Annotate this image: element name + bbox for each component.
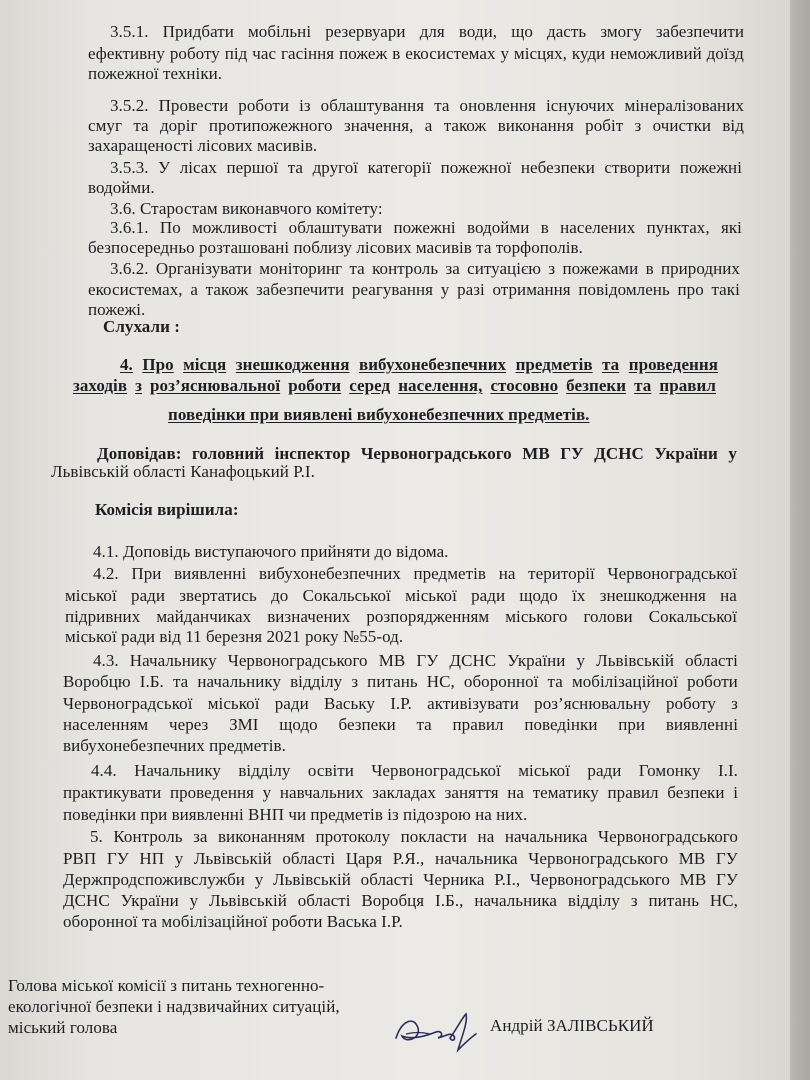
document-line: міський голова — [8, 1018, 118, 1037]
document-line: 3.6.1. По можливості облаштувати пожежні водойми в населених пунктах, які — [110, 218, 742, 237]
document-line: захаращеності лісових масивів. — [88, 136, 318, 155]
signature-icon — [392, 1010, 478, 1054]
document-line: заходів з роз’яснювальної роботи серед населення, стосовно безпеки та правил — [73, 376, 716, 395]
document-line: пожежі. — [88, 300, 146, 319]
document-line: практикувати проведення у навчальних закладах заняття на тематику правил безпеки і — [63, 783, 738, 802]
document-line: Доповідав: головний інспектор Червоноградського МВ ГУ ДСНС України у — [97, 444, 737, 463]
document-line: Голова міської комісії з питань техногенно- — [8, 976, 325, 995]
document-line: вибухонебезпечних предметів. — [63, 736, 286, 755]
document-line: екосистемах, а також забезпечити реагування у разі отримання повідомлень про такі — [88, 280, 740, 299]
document-line: підривних майданчиках визначених розпорядженням міського голови Сокальської — [65, 607, 737, 626]
document-line: водойми. — [88, 178, 155, 197]
document-line: Львівській області Канафоцький Р.І. — [51, 462, 315, 481]
page-edge-shadow — [790, 0, 810, 1080]
document-line: РВП ГУ НП у Львівській області Царя Р.Я., начальника Червоноградського МВ ГУ — [63, 849, 738, 868]
document-line: ефективну роботу під час гасіння пожеж в екосистемах у місцях, куди неможливий доїзд — [88, 44, 744, 63]
document-line: Комісія вирішила: — [95, 500, 239, 519]
document-line: 3.5.1. Придбати мобільні резервуари для води, що дасть змогу забезпечити — [110, 22, 744, 41]
document-line: 3.6.2. Організувати моніторинг та контроль за ситуацією з пожежами в природних — [110, 259, 740, 278]
document-line: смуг та доріг протипожежного значення, а також виконання робіт з очистки від — [88, 116, 744, 135]
document-line: 3.5.2. Провести роботи із облаштування та оновлення існуючих мінералізованих — [110, 96, 744, 115]
document-line: поведінки при виявленні ВНП чи предметів із підозрою на них. — [63, 805, 528, 824]
document-line: Держпродспоживслужби у Львівській області Черника Р.І., Червоноградського МВ ГУ — [63, 870, 738, 889]
document-line: 4.3. Начальнику Червоноградського МВ ГУ ДСНС України у Львівській області — [93, 651, 738, 670]
document-line: Воробцю І.Б. та начальнику відділу з питань НС, оборонної та мобілізаційної роботи — [63, 672, 738, 691]
document-line: Червоноградської міської ради Ваську І.Р. активізувати роз’яснювальну роботу з — [63, 694, 738, 713]
document-line: 4.4. Начальнику відділу освіти Червоноградської міської ради Гомонку І.І. — [91, 761, 738, 780]
document-line: пожежної техніки. — [88, 64, 223, 83]
document-line: населенням через ЗМІ щодо безпеки та правил поведінки при виявленні — [63, 715, 738, 734]
document-line: 3.5.3. У лісах першої та другої категорії пожежної небезпеки створити пожежні — [110, 158, 742, 177]
document-line: міської ради від 11 березня 2021 року №55-од. — [65, 627, 404, 646]
document-line: 4.1. Доповідь виступаючого прийняти до відома. — [93, 542, 449, 561]
document-line: 5. Контроль за виконанням протоколу покласти на начальника Червоноградського — [90, 827, 738, 846]
document-line: 4. Про місця знешкодження вибухонебезпечних предметів та проведення — [120, 355, 718, 374]
document-line: поведінки при виявлені вибухонебезпечних предметів. — [168, 405, 590, 424]
document-line: безпосередньо розташовані поблизу лісових масивів та торфополів. — [88, 238, 583, 257]
document-line: міської ради звертатись до Сокальської міської ради щодо їх знешкодження на — [65, 586, 737, 605]
document-line: 3.6. Старостам виконавчого комітету: — [110, 199, 383, 218]
document-line: оборонної та мобілізаційної роботи Васька І.Р. — [63, 912, 403, 931]
document-line: Андрій ЗАЛІВСЬКИЙ — [490, 1016, 654, 1035]
document-line: Слухали : — [103, 317, 180, 336]
document-line: 4.2. При виявленні вибухонебезпечних предметів на території Червоноградської — [93, 564, 737, 583]
document-line: ДСНС України у Львівській області Воробця І.Б., начальника відділу з питань НС, — [63, 891, 738, 910]
document-line: екологічної безпеки і надзвичайних ситуацій, — [8, 997, 340, 1016]
